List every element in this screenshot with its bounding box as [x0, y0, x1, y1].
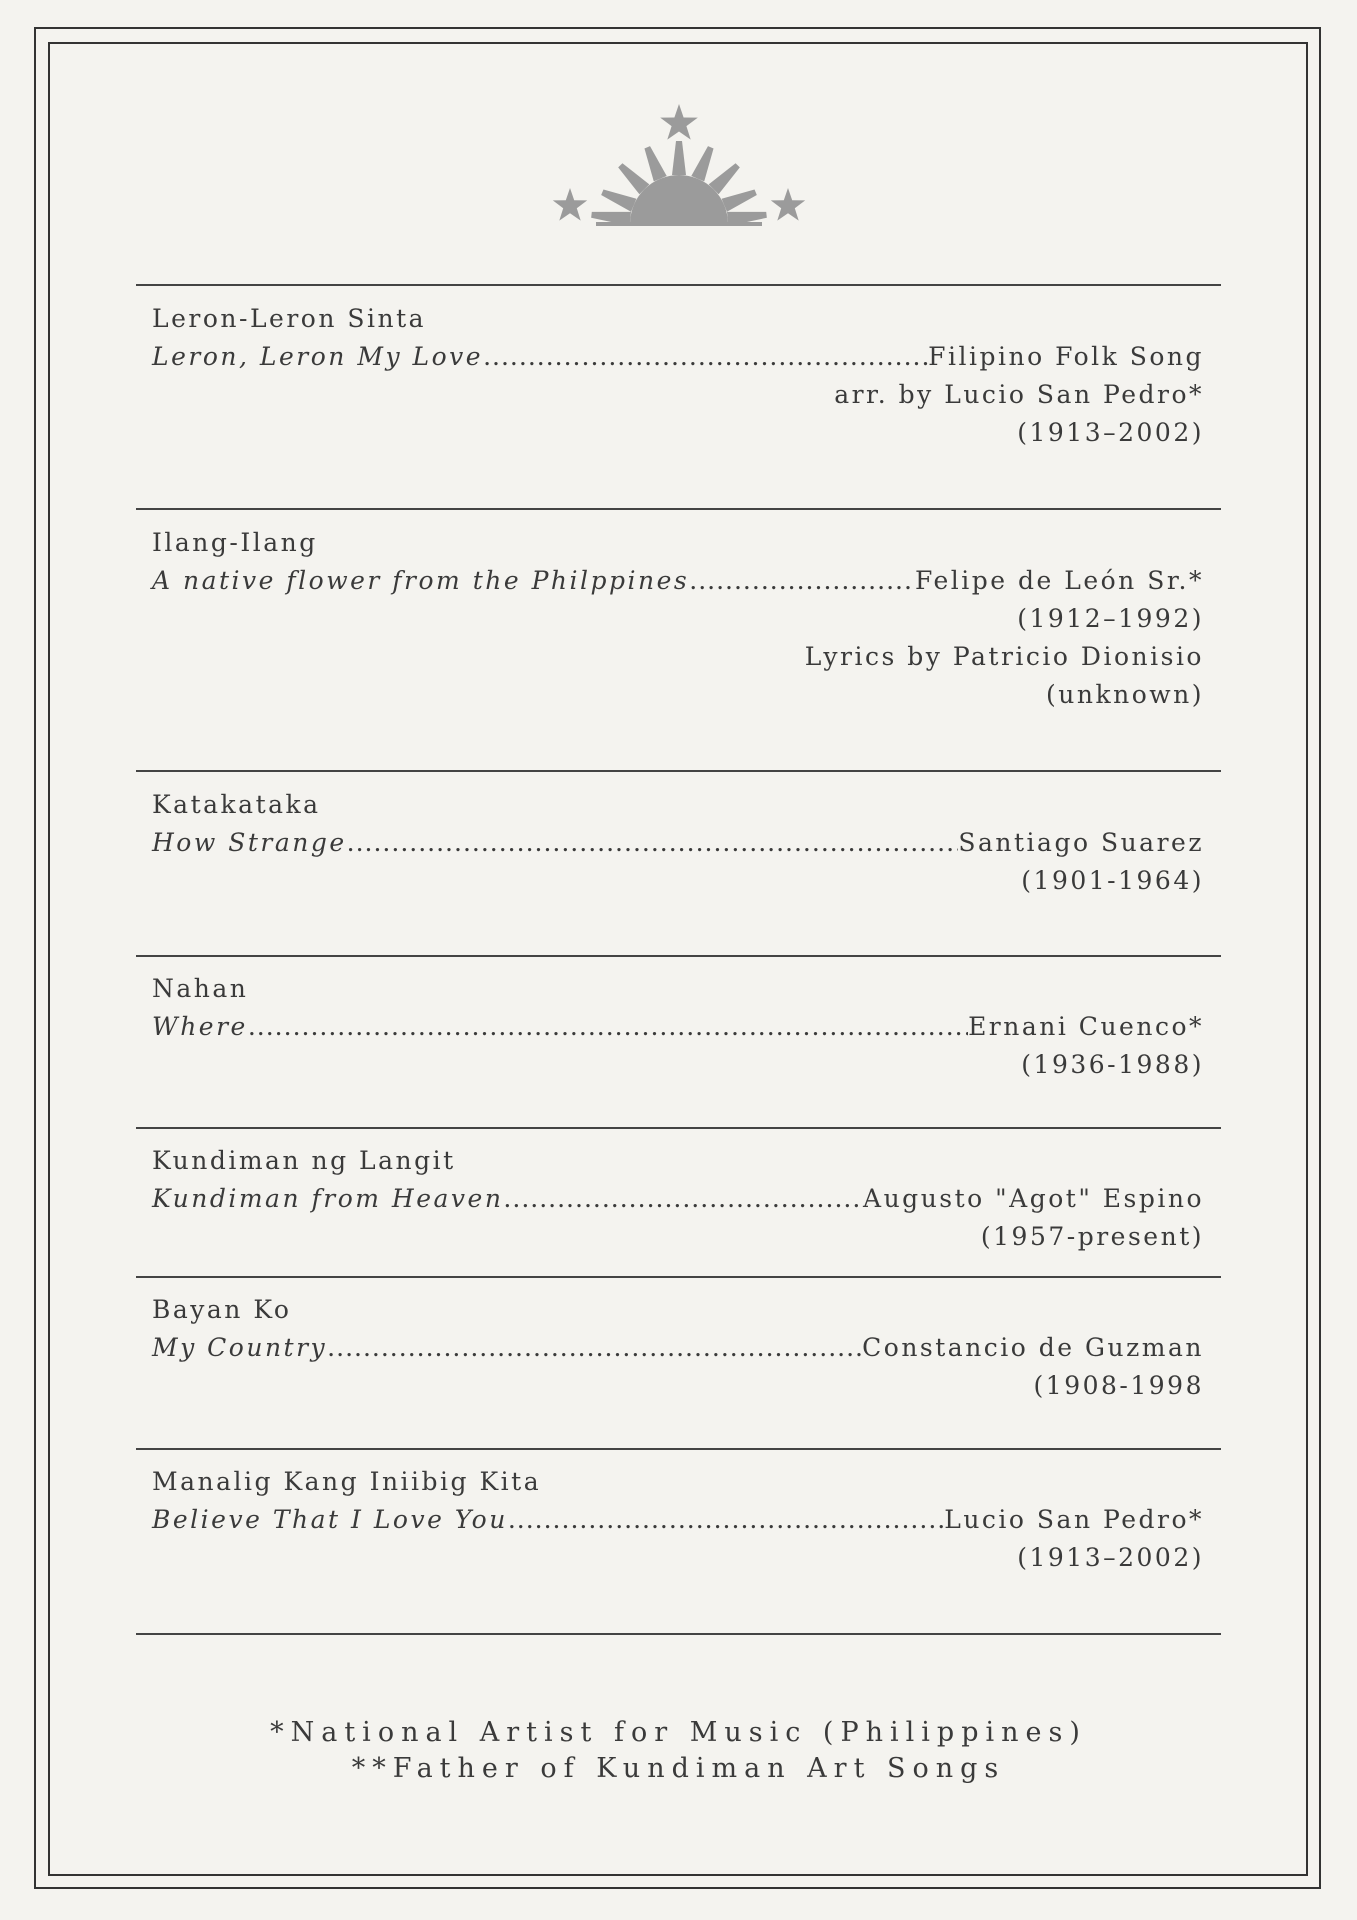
- piece-detail: (1912–1992): [1017, 604, 1204, 633]
- program-piece: [152, 786, 1204, 900]
- piece-composer: Augusto "Agot" Espino: [863, 1184, 1204, 1213]
- piece-detail: Lyrics by Patricio Dionisio: [804, 642, 1204, 671]
- divider: [136, 955, 1221, 957]
- translation-line: [152, 338, 1204, 376]
- piece-detail: (1913–2002): [1017, 1543, 1204, 1572]
- program-piece: [152, 1463, 1204, 1577]
- program-piece: [152, 970, 1204, 1084]
- sun-and-stars-icon: [548, 100, 810, 230]
- piece-title: Ilang-Ilang: [152, 528, 318, 557]
- translation-line: [152, 1008, 1204, 1046]
- program-piece: [152, 1291, 1204, 1405]
- divider: [136, 1127, 1221, 1129]
- piece-detail: (1908-1998: [1033, 1371, 1204, 1400]
- footnote: **Father of Kundiman Art Songs: [351, 1753, 1006, 1784]
- divider: [136, 284, 1221, 286]
- footnotes: [136, 1715, 1221, 1787]
- dot-leader: [248, 1008, 968, 1046]
- piece-detail: arr. by Lucio San Pedro*: [834, 380, 1204, 409]
- translation-line: [152, 824, 1204, 862]
- piece-title: Bayan Ko: [152, 1295, 292, 1324]
- piece-composer: Filipino Folk Song: [928, 342, 1204, 371]
- program-piece: [152, 524, 1204, 714]
- piece-title: Nahan: [152, 974, 249, 1003]
- program-piece: [152, 300, 1204, 452]
- piece-detail: (1936-1988): [1021, 1050, 1204, 1079]
- piece-composer: Ernani Cuenco*: [968, 1012, 1204, 1041]
- program-piece: [152, 1142, 1204, 1256]
- piece-title: Manalig Kang Iniibig Kita: [152, 1467, 542, 1496]
- piece-translation: Where: [152, 1012, 248, 1041]
- piece-translation: Believe That I Love You: [152, 1505, 508, 1534]
- piece-detail: (1901-1964): [1021, 866, 1204, 895]
- piece-translation: Kundiman from Heaven: [152, 1184, 504, 1213]
- dot-leader: [327, 1329, 862, 1367]
- piece-title: Kundiman ng Langit: [152, 1146, 456, 1175]
- piece-detail: (1913–2002): [1017, 418, 1204, 447]
- piece-title: Katakataka: [152, 790, 321, 819]
- piece-composer: Lucio San Pedro*: [944, 1505, 1204, 1534]
- piece-detail: (unknown): [1045, 680, 1204, 709]
- piece-translation: A native flower from the Philppines: [152, 566, 690, 595]
- translation-line: [152, 1501, 1204, 1539]
- dot-leader: [483, 338, 928, 376]
- dot-leader: [508, 1501, 944, 1539]
- divider: [136, 1276, 1221, 1278]
- divider: [136, 508, 1221, 510]
- divider: [136, 1633, 1221, 1635]
- piece-translation: Leron, Leron My Love: [152, 342, 484, 371]
- dot-leader: [689, 562, 915, 600]
- dot-leader: [503, 1180, 863, 1218]
- piece-composer: Santiago Suarez: [958, 828, 1204, 857]
- piece-title: Leron-Leron Sinta: [152, 304, 427, 333]
- piece-composer: Felipe de León Sr.*: [914, 566, 1204, 595]
- translation-line: [152, 1180, 1204, 1218]
- translation-line: [152, 562, 1204, 600]
- divider: [136, 1448, 1221, 1450]
- footnote: *National Artist for Music (Philippines): [270, 1717, 1087, 1748]
- piece-detail: (1957-present): [980, 1222, 1204, 1251]
- dot-leader: [347, 824, 959, 862]
- piece-composer: Constancio de Guzman: [862, 1333, 1204, 1362]
- translation-line: [152, 1329, 1204, 1367]
- divider: [136, 770, 1221, 772]
- piece-translation: My Country: [152, 1333, 328, 1362]
- piece-translation: How Strange: [152, 828, 347, 857]
